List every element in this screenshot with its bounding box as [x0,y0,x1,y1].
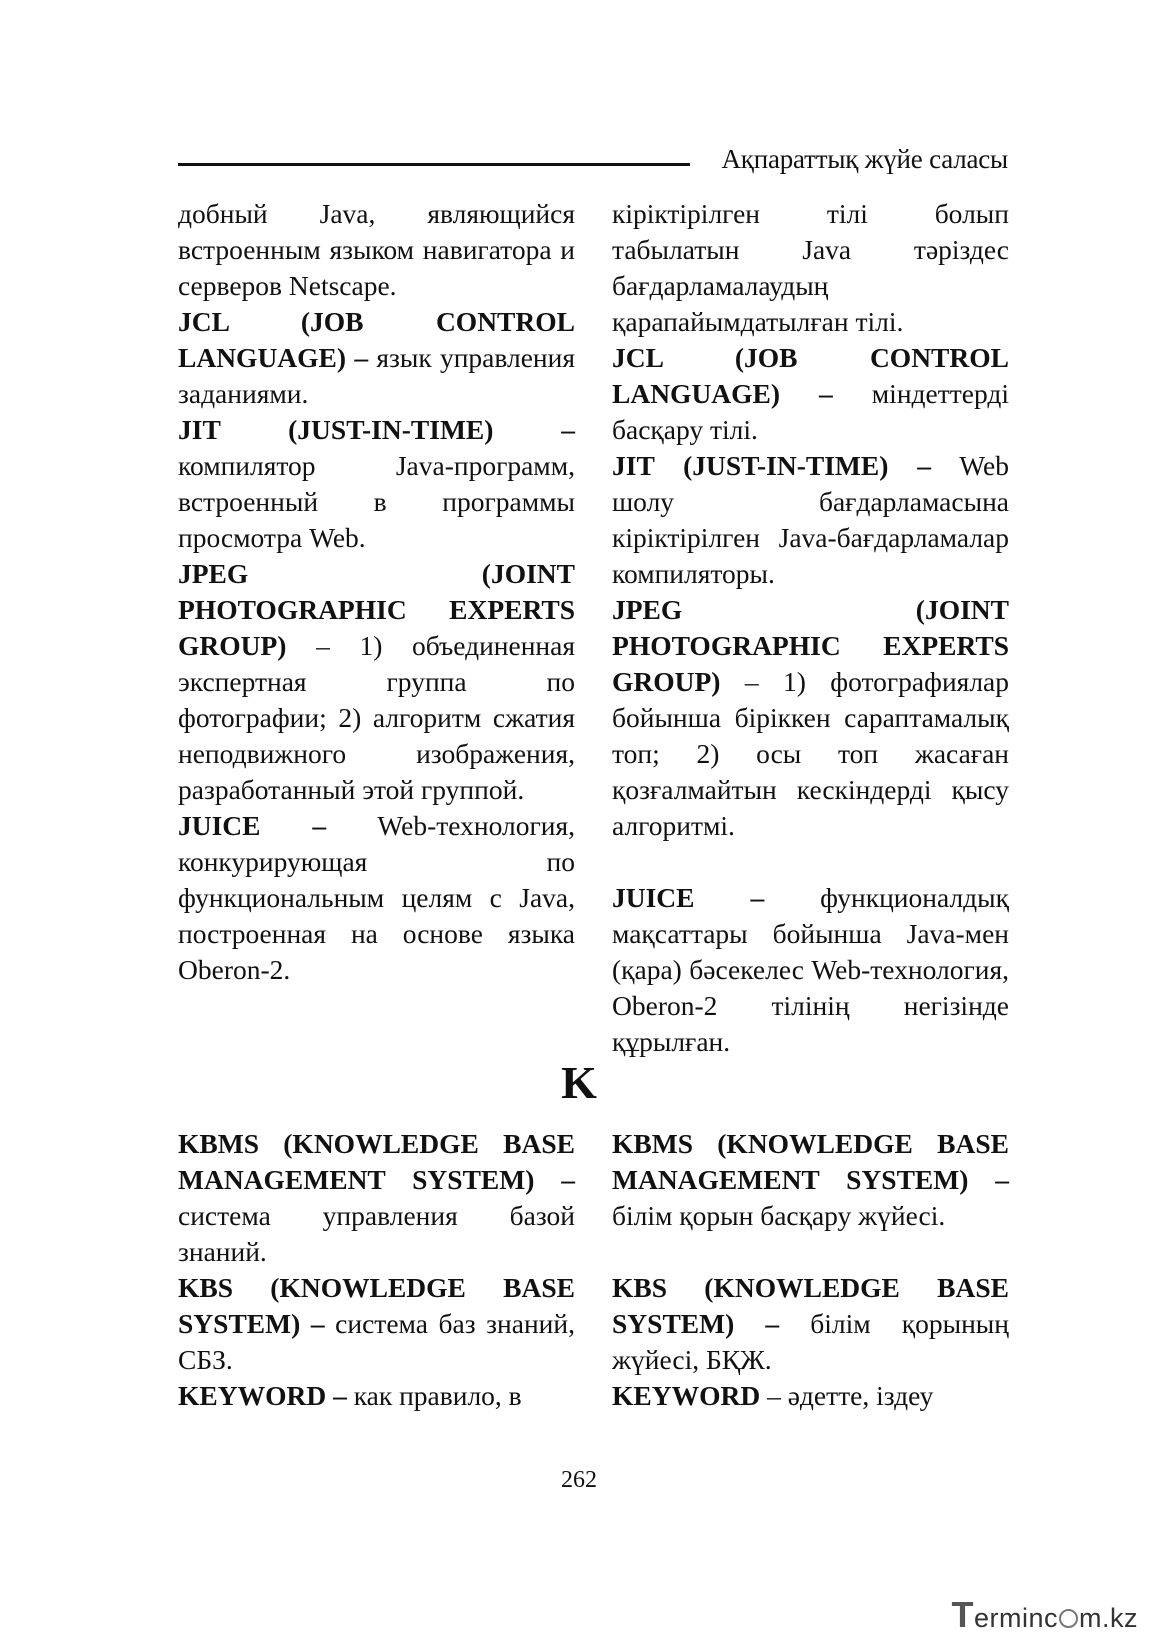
entry-term: JPEG (JOINT PHOTOGRAPHIC EXPERTS GROUP) [612,594,1009,697]
entry [612,1378,1009,1414]
site-logo: Terminc m.kz [951,1594,1138,1635]
entry-term: KBS (KNOWLEDGE BASE SYSTEM) – [178,1272,575,1339]
entry-definition: компилятор Java-программ, встроенный в программы просмотра Web. [178,450,575,553]
entry-definition: язык управления заданиями. [178,342,576,409]
entry-definition: Web шолу бағдарламасына кіріктірілген Java-бағдарламалар компиляторы. [612,450,1009,589]
entry: кіріктірілген тілі болып табылатын Java тәріздес бағдарламалаудың қарапайымдатылған тілі. [612,198,1009,337]
top-right-column [612,196,1009,1060]
entry-definition: білім қорының жүйесі, БҚЖ. [612,1308,1009,1375]
entry-term: KEYWORD [612,1380,761,1411]
entry-term: JUICE – [612,882,765,913]
entry [178,304,575,412]
page-number: 262 [561,1467,597,1493]
entry [612,1126,1009,1234]
entry [612,448,1009,592]
entry-term: KBS (KNOWLEDGE BASE SYSTEM) – [612,1272,1009,1339]
entry-definition: как правило, в [346,1380,522,1411]
entry [612,592,1009,844]
entry [612,340,1009,448]
entry-term: JCL (JOB CONTROL LANGUAGE) – [178,306,575,373]
entry-definition: система баз знаний, СБЗ. [178,1308,575,1375]
entry [178,1270,575,1378]
running-header: Ақпараттық жүйе саласы [721,144,1008,174]
entry [612,1270,1009,1378]
entry [178,1126,575,1270]
entry-term: JIT (JUST-IN-TIME) – [178,414,575,445]
entry-term: JIT (JUST-IN-TIME) – [612,450,931,481]
entry-term: KBMS (KNOWLEDGE BASE MANAGEMENT SYSTEM) – [612,1128,1009,1195]
entry-definition: білім қорын басқару жүйесі. [612,1200,946,1231]
entry-term: KBMS (KNOWLEDGE BASE MANAGEMENT SYSTEM) – [178,1128,575,1195]
entry-definition: – әдетте, іздеу [760,1380,934,1411]
entry-definition: міндеттерді басқару тілі. [612,378,1009,445]
entry [612,880,1009,1060]
header-rule [178,163,690,166]
bottom-right-column [612,1126,1009,1414]
section-letter: K [561,1057,597,1108]
top-left-column [178,196,575,988]
entry [178,808,575,988]
entry-definition: Web-технология, конкурирующая по функциональным целям с Java, построенная на основе языка Oberon-2. [178,810,575,985]
magnifier-icon [1059,1609,1078,1628]
entry-definition: – 1) фотографиялар бойынша біріккен сараптамалық топ; 2) осы топ жасаған қозғалмайтын кескіндерді қысу алгоритмі. [612,666,1009,841]
bottom-left-column [178,1126,575,1414]
entry-definition: – 1) объединенная экспертная группа по фотографии; 2) алгоритм сжатия неподвижного изображения, разработанный этой группой. [178,630,575,805]
entry [178,556,575,808]
entry-term: KEYWORD – [178,1380,347,1411]
entry [178,412,575,556]
entry-definition: система управления базой знаний. [178,1200,575,1267]
entry-term: JUICE – [178,810,327,841]
entry-term: JCL (JOB CONTROL LANGUAGE) – [612,342,1009,409]
entry [178,1378,575,1414]
entry-term: JPEG (JOINT PHOTOGRAPHIC EXPERTS GROUP) [178,558,575,661]
entry-definition: функционалдық мақсаттары бойынша Java-мен (қара) бәсекелес Web-технология, Oberon-2 тілінің негізінде құрылған. [612,882,1009,1057]
entry: добный Java, являющийся встроенным языком навигатора и серверов Netscape. [178,198,575,301]
